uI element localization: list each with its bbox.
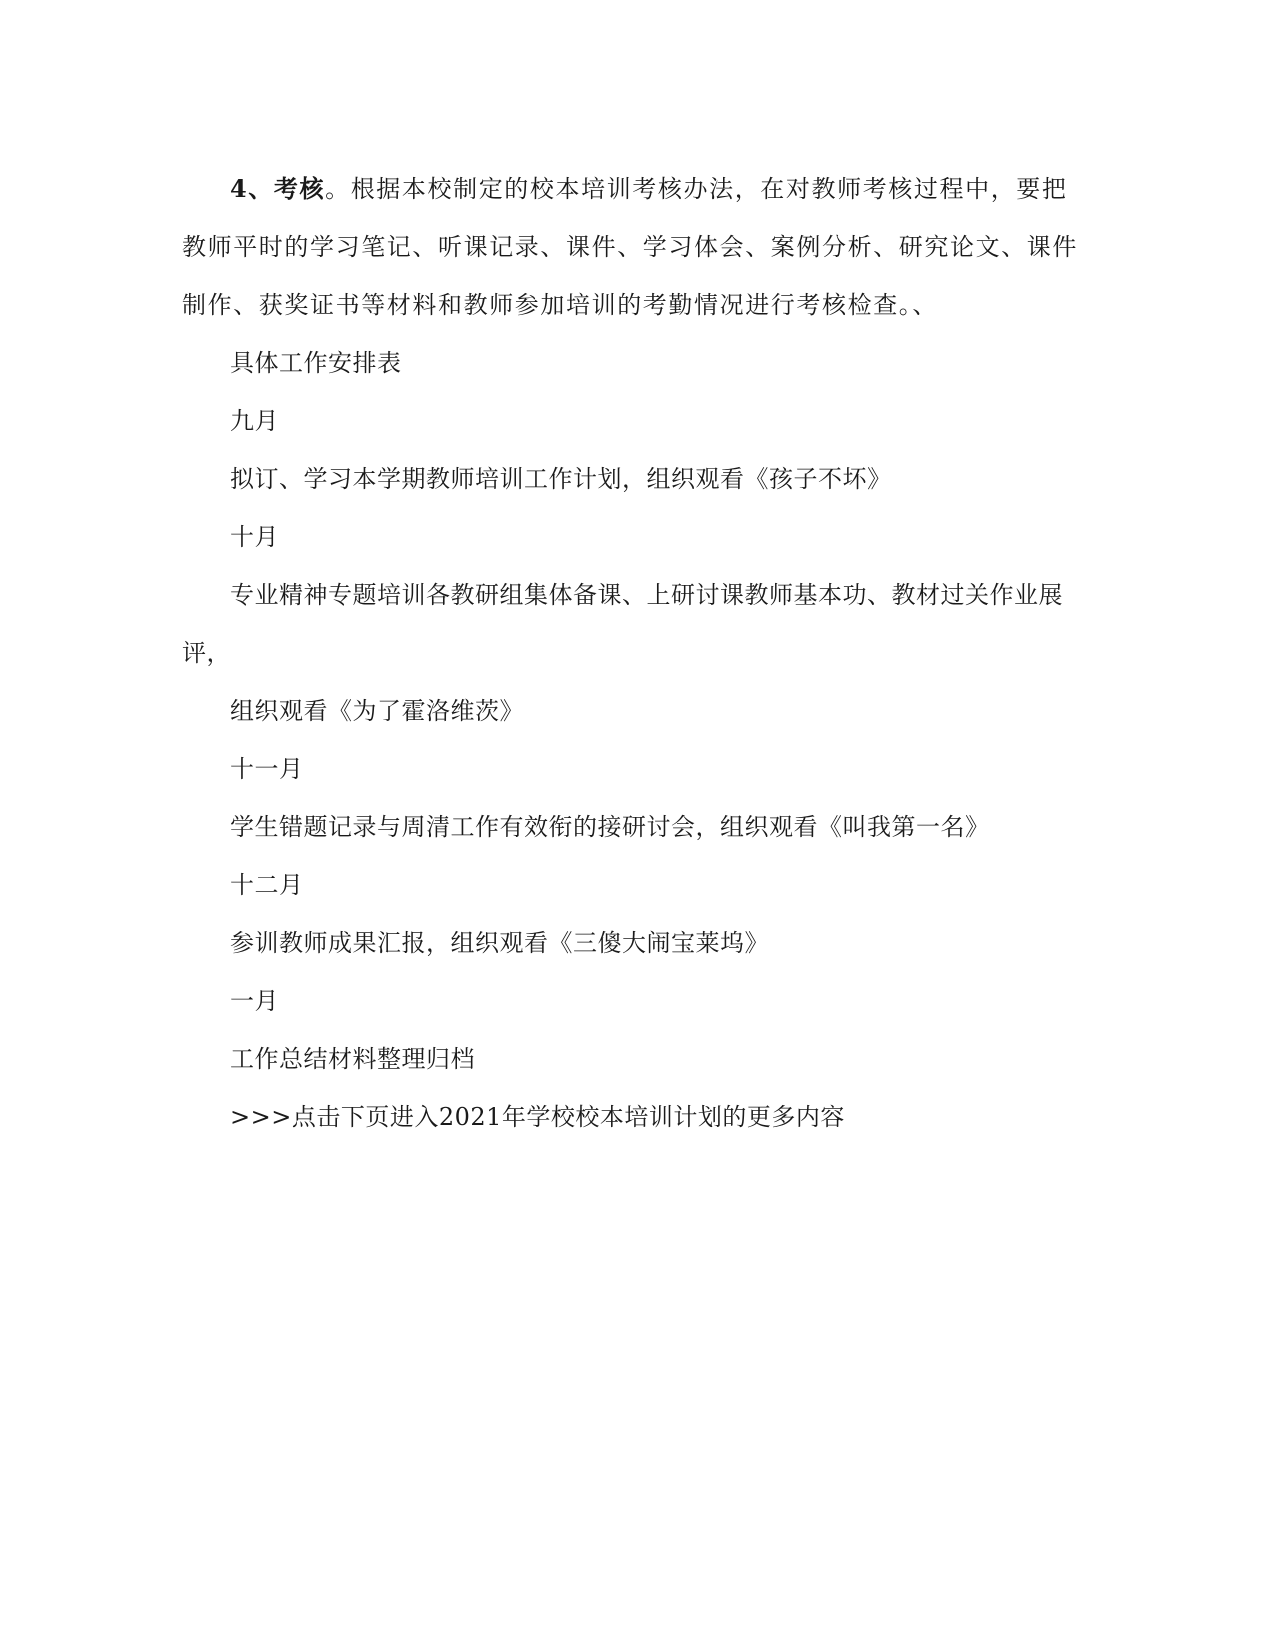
schedule-item: 参训教师成果汇报，组织观看《三傻大闹宝莱坞》 [230,929,769,957]
month-label: 十一月 [230,755,304,783]
month-label: 十月 [230,523,279,551]
assessment-heading: 4、考核 [230,174,326,203]
document-page [182,160,1092,1146]
schedule-item: 组织观看《为了霍洛维茨》 [230,697,524,725]
month-label: 十二月 [230,871,304,899]
month-label: 九月 [230,407,279,435]
schedule-item: 工作总结材料整理归档 [230,1045,475,1073]
schedule-item: 拟订、学习本学期教师培训工作计划，组织观看《孩子不坏》 [230,465,892,493]
schedule-title: 具体工作安排表 [230,349,402,377]
schedule-item: 学生错题记录与周清工作有效衔的接研讨会，组织观看《叫我第一名》 [230,813,990,841]
month-label: 一月 [230,987,279,1015]
more-content-link[interactable]: >>>点击下页进入2021年学校校本培训计划的更多内容 [230,1103,845,1131]
schedule-item: 专业精神专题培训各教研组集体备课、上研讨课教师基本功、教材过关作业展评， [182,581,1063,667]
assessment-paragraph [182,160,1092,334]
assessment-text: 。根据本校制定的校本培训考核办法，在对教师考核过程中，要把教师平时的学习笔记、听课记录、课件、学习体会、案例分析、研究论文、课件制作、获奖证书等材料和教师参加培训的考勤情况进行考核检查。、 [182,175,1078,319]
